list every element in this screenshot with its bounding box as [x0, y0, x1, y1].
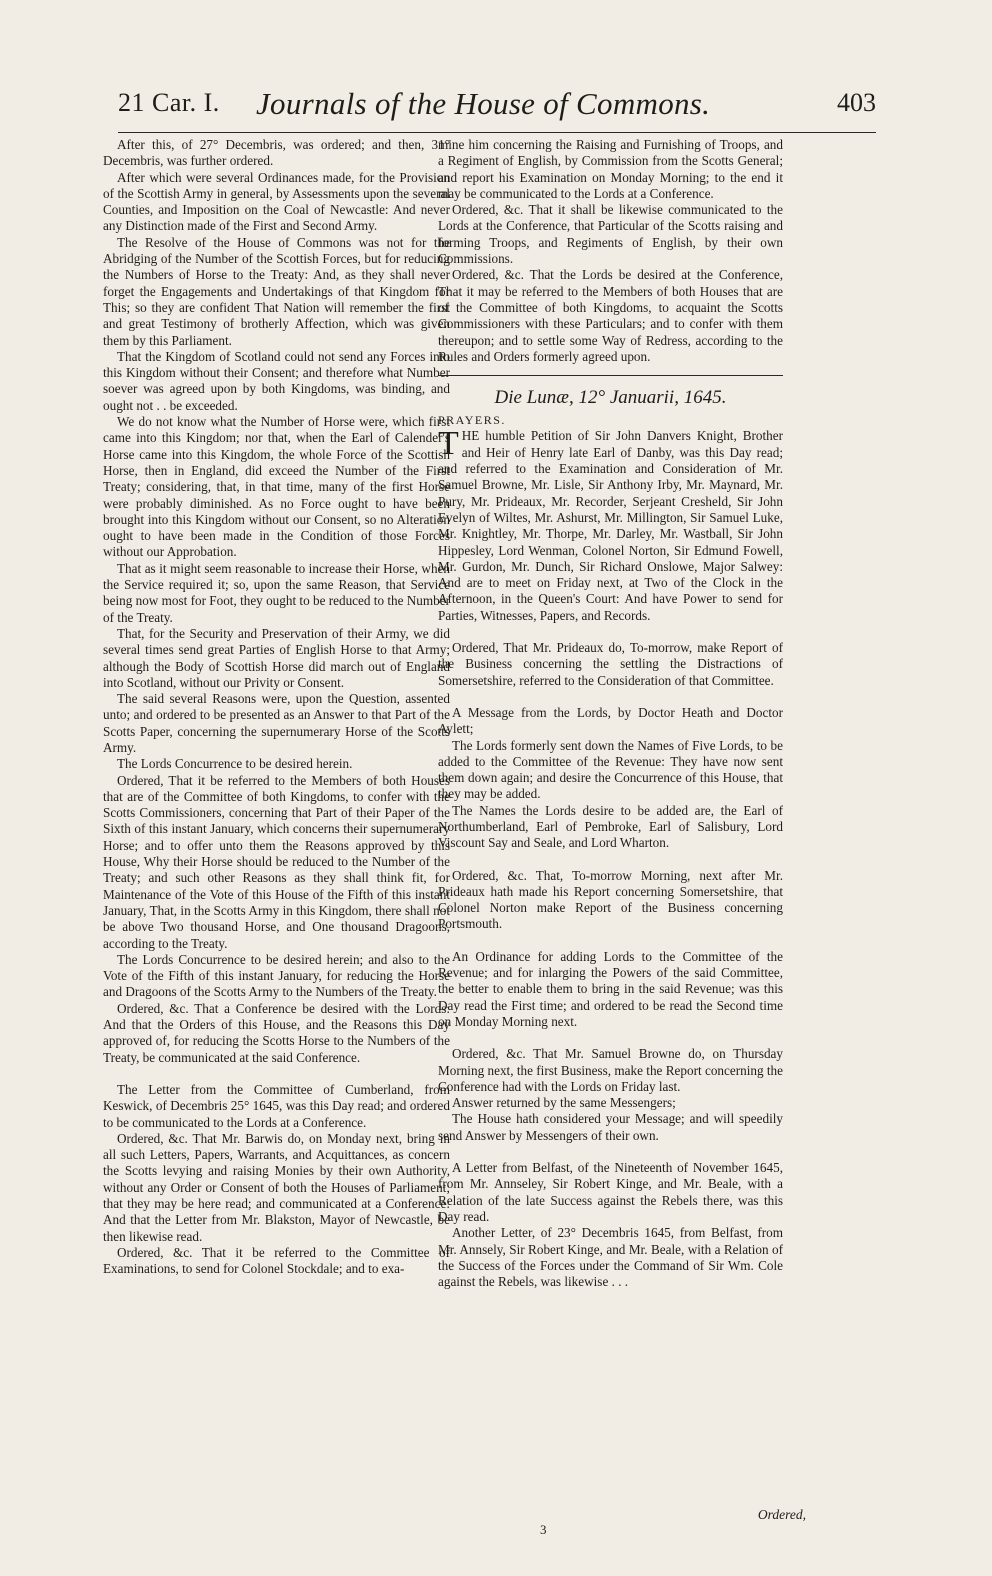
paragraph: Ordered, That it be referred to the Members of both Houses that are of the Committee of both Kingdoms, to confer with the Scotts Commissioners, concerning that Part of their Paper of the Sixth of this instant January, which concerns their supernumerary Horse; and to offer unto them the Reasons approved by this House, Why their Horse should be reduced to the Number of the Treaty; and such other Reasons as they shall think fit, for Maintenance of the Vote of this House of the Fifth of this instant January, That, in the Scotts Army in this Kingdom, there shall not be above Two thousand Horse, and One thousand Dragoons, according to the Treaty. [103, 772, 450, 951]
paragraph: mine him concerning the Raising and Furnishing of Troops, and a Regiment of English, by Commission from the Scotts General; and report his Examination on Monday Morning; to the end it may be communicated to the Lords at a Conference. [438, 137, 783, 201]
paragraph: That as it might seem reasonable to increase their Horse, when the Service required it; so, upon the same Reason, that Service being now most for Foot, they ought to be reduced to the Number of the Treaty. [103, 560, 450, 625]
signature-mark: 3 [540, 1522, 547, 1537]
paragraph: The House hath considered your Message; and will speedily send Answer by Messengers of their own. [438, 1111, 783, 1143]
paragraph: After which were several Ordinances made, for the Provision of the Scottish Army in general, by Assessments upon the several Counties, and Imposition on the Coal of Newcastle: And never any Distinction made of the First and Second Army. [103, 169, 450, 234]
section-gap [103, 1066, 450, 1082]
prayers-label: PRAYERS. [438, 413, 506, 428]
paragraph: The Resolve of the House of Commons was not for the Abridging of the Number of the Scottish Forces, but for reducing the Numbers of Horse to the Treaty: And, as they shall never forget the Engagements and Undertakings of that Kingdom for This; so they are confident That Nation will remember the first and great Testimony of brotherly Affection, which was given them by this Parliament. [103, 234, 450, 348]
paragraph: The Names the Lords desire to be added are, the Earl of Northumberland, Earl of Pembroke, Earl of Salisbury, Lord Viscount Say and Seale, and Lord Wharton. [438, 802, 783, 851]
paragraph: We do not know what the Number of Horse were, which first came into this Kingdom; nor that, when the Earl of Calender's Horse came into this Kingdom, the whole Force of the Scottish Horse, then in England, did exceed the Number of the First Treaty; considering, that, in that time, many of the first Horse were probably diminished. As no Force ought to have been brought into this Kingdom without our Consent, so no Alteration ought to have been made in the Condition of those Forces without our Approbation. [103, 414, 450, 560]
petition-text: HE humble Petition of Sir John Danvers Knight, Brother and Heir of Henry late Earl of Danby, was this Day read; and referred to the Examination and Consideration of Mr. Samuel Browne, Mr. Lisle, Sir Anthony Irby, Mr. Maynard, Mr. Pury, Mr. Prideaux, Mr. Recorder, Serjeant Cresheld, Sir John Evelyn of Wiltes, Mr. Ashurst, Mr. Millington, Sir Samuel Luke, Mr. Knightley, Mr. Thorpe, Mr. Darley, Mr. Wastball, Sir John Hippesley, Lord Wenman, Colonel Norton, Sir Edmund Fowell, Mr. Gurdon, Mr. Dunch, Sir Richard Onslowe, Major Salwey: And are to meet on Friday next, at Two of the Clock in the Afternoon, in the Queen's Court: And have Power to send for Parties, Witnesses, Papers, and Records. [438, 428, 783, 623]
paragraph: Ordered, &c. That Mr. Samuel Browne do, on Thursday Morning next, the first Business, make the Report concerning the Conference had with the Lords on Friday last. [438, 1046, 783, 1094]
section-gap [438, 1030, 783, 1046]
petition-paragraph [438, 425, 783, 624]
left-column [103, 137, 450, 1277]
section-gap [438, 933, 783, 949]
paragraph: That the Kingdom of Scotland could not send any Forces into this Kingdom without their Consent; and therefore what Number soever was agreed upon by both Kingdoms, was binding, and ought not . . be exceeded. [103, 348, 450, 413]
paragraph: Ordered, &c. That, To-morrow Morning, next after Mr. Prideaux hath made his Report concerning Somersetshire, that Colonel Norton make Report of the Business concerning Portsmouth. [438, 867, 783, 932]
paragraph: Another Letter, of 23° Decembris 1645, from Belfast, from Mr. Annsely, Sir Robert Kinge, and Mr. Beale, with a Relation of the Success of the Forces under the Command of Sir Wm. Cole against the Rebels, was likewise . . . [438, 1225, 783, 1290]
day-heading: Die Lunæ, 12° Januarii, 1645. [494, 387, 727, 409]
running-header [118, 84, 876, 133]
paragraph: Ordered, &c. That Mr. Barwis do, on Monday next, bring in all such Letters, Papers, Warrants, and Acquittances, as concern the Scotts levying and raising Monies by their own Authority, without any Order or Consent of both the Houses of Parliament; that they may be here read; and communicated at a Conference: And that the Letter from Mr. Blakston, Mayor of Newcastle, be then likewise read. [103, 1130, 450, 1244]
paragraph: Answer returned by the same Messengers; [452, 1095, 676, 1111]
paragraph: Ordered, &c. That a Conference be desired with the Lords: And that the Orders of this House, and the Reasons this Day approved of, for reducing the Scotts Horse to the Numbers of the Treaty, be communicated at the said Conference. [103, 1000, 450, 1065]
paragraph: The said several Reasons were, upon the Question, assented unto; and ordered to be presented as an Answer to that Part of the Scotts Paper, concerning the supernumerary Horse of the Scotts Army. [103, 691, 450, 755]
paragraph: The Letter from the Committee of Cumberland, from Keswick, of Decembris 25° 1645, was this Day read; and ordered to be communicated to the Lords at a Conference. [103, 1081, 450, 1130]
paragraph: Ordered, That Mr. Prideaux do, To-morrow, make Report of the Business concerning the settling the Distractions of Somersetshire, referred to the Consideration of that Committee. [438, 640, 783, 688]
section-gap [438, 689, 783, 705]
page-number: 403 [837, 88, 876, 117]
paragraph: A Message from the Lords, by Doctor Heath and Doctor Aylett; [438, 704, 783, 737]
paragraph: After this, of 27° Decembris, was ordered; and then, 31° Decembris, was further ordered. [103, 137, 450, 169]
journal-title: Journals of the House of Commons. [256, 86, 711, 121]
drop-cap: T [438, 425, 459, 463]
right-column [438, 137, 783, 1290]
section-gap [438, 624, 783, 640]
paragraph: The Lords Concurrence to be desired herein; and also to the Vote of the Fifth of this instant January, for reducing the Horse and Dragoons of the Scotts Army to the Numbers of the Treaty. [103, 951, 450, 1000]
catchword: Ordered, [757, 1507, 806, 1522]
paragraph: The Lords formerly sent down the Names of Five Lords, to be added to the Committee of the Revenue: They have now sent them down again; and desire the Concurrence of this House, that they may be added. [438, 737, 783, 802]
section-gap [438, 1144, 783, 1160]
paragraph: Ordered, &c. That it be referred to the Committee of Examinations, to send for Colonel Stockdale; and to exa- [103, 1244, 450, 1277]
section-rule [438, 375, 783, 376]
regnal-year: 21 Car. I. [118, 88, 220, 117]
section-gap [438, 852, 783, 868]
paragraph: An Ordinance for adding Lords to the Committee of the Revenue; and for inlarging the Powers of the said Committee, the better to enable them to bring in the said Revenue; was this Day read the First time; and ordered to be read the Second time on Monday Morning next. [438, 948, 783, 1029]
paragraph: That, for the Security and Preservation of their Army, we did several times send great Parties of English Horse to that Army; although the Body of Scottish Horse did march out of England into Scotland, without our Privity or Consent. [103, 625, 450, 690]
paragraph: A Letter from Belfast, of the Nineteenth of November 1645, from Mr. Annseley, Sir Robert Kinge, and Mr. Beale, with a Relation of the late Success against the Rebels there, was this Day read. [438, 1160, 783, 1224]
paragraph: Ordered, &c. That it shall be likewise communicated to the Lords at the Conference, that Particular of the Scotts raising and forming Troops, and Regiments of English, by their own Commissions. [438, 202, 783, 267]
paragraph: The Lords Concurrence to be desired herein. [117, 756, 353, 772]
paragraph: Ordered, &c. That the Lords be desired at the Conference, That it may be referred to the Members of both Houses that are of the Committee of both Kingdoms, to acquaint the Scotts Commissioners with these Particulars; and to confer with them thereupon; and to settle some Way of Redress, according to the Rules and Orders formerly agreed upon. [438, 267, 783, 364]
